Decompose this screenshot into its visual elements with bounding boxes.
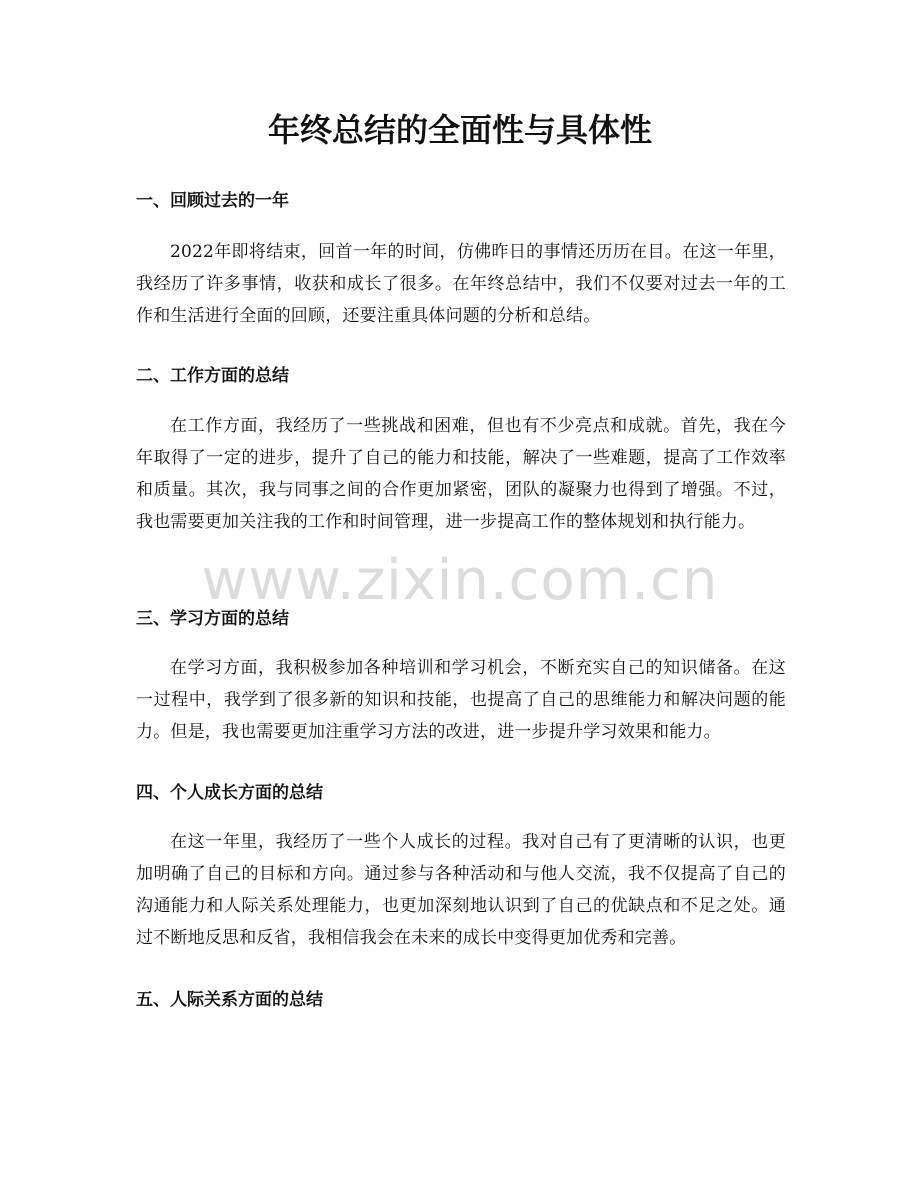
section-heading-4: 四、个人成长方面的总结 xyxy=(136,783,323,803)
document-title: 年终总结的全面性与具体性 xyxy=(267,111,652,149)
section-heading-5: 五、人际关系方面的总结 xyxy=(136,990,323,1010)
section-heading-2: 二、工作方面的总结 xyxy=(136,366,289,386)
section-paragraph-4: 在这一年里，我经历了一些个人成长的过程。我对自己有了更清晰的认识，也更加明确了自己的目标和方向。通过参与各种活动和与他人交流，我不仅提高了自己的沟通能力和人际关系处理能力，也更加深刻地认识到了自己的优缺点和不足之处。通过不断地反思和反省，我相信我会在未来的成长中变得更加优秀和完善。 xyxy=(136,832,786,948)
section-paragraph-1: 2022年即将结束，回首一年的时间，仿佛昨日的事情还历历在目。在这一年里，我经历了许多事情，收获和成长了很多。在年终总结中，我们不仅要对过去一年的工作和生活进行全面的回顾，还要注重具体问题的分析和总结。 xyxy=(136,242,786,326)
section-heading-1: 一、回顾过去的一年 xyxy=(136,191,289,211)
section-heading-3: 三、学习方面的总结 xyxy=(136,609,289,629)
section-paragraph-3: 在学习方面，我积极参加各种培训和学习机会，不断充实自己的知识储备。在这一过程中，我学到了很多新的知识和技能，也提高了自己的思维能力和解决问题的能力。但是，我也需要更加注重学习方法的改进，进一步提升学习效果和能力。 xyxy=(136,658,786,742)
watermark: www.zixin.com.cn xyxy=(201,548,719,613)
section-paragraph-2: 在工作方面，我经历了一些挑战和困难，但也有不少亮点和成就。首先，我在今年取得了一定的进步，提升了自己的能力和技能，解决了一些难题，提高了工作效率和质量。其次，我与同事之间的合作更加紧密，团队的凝聚力也得到了增强。不过，我也需要更加关注我的工作和时间管理，进一步提高工作的整体规划和执行能力。 xyxy=(136,416,786,532)
